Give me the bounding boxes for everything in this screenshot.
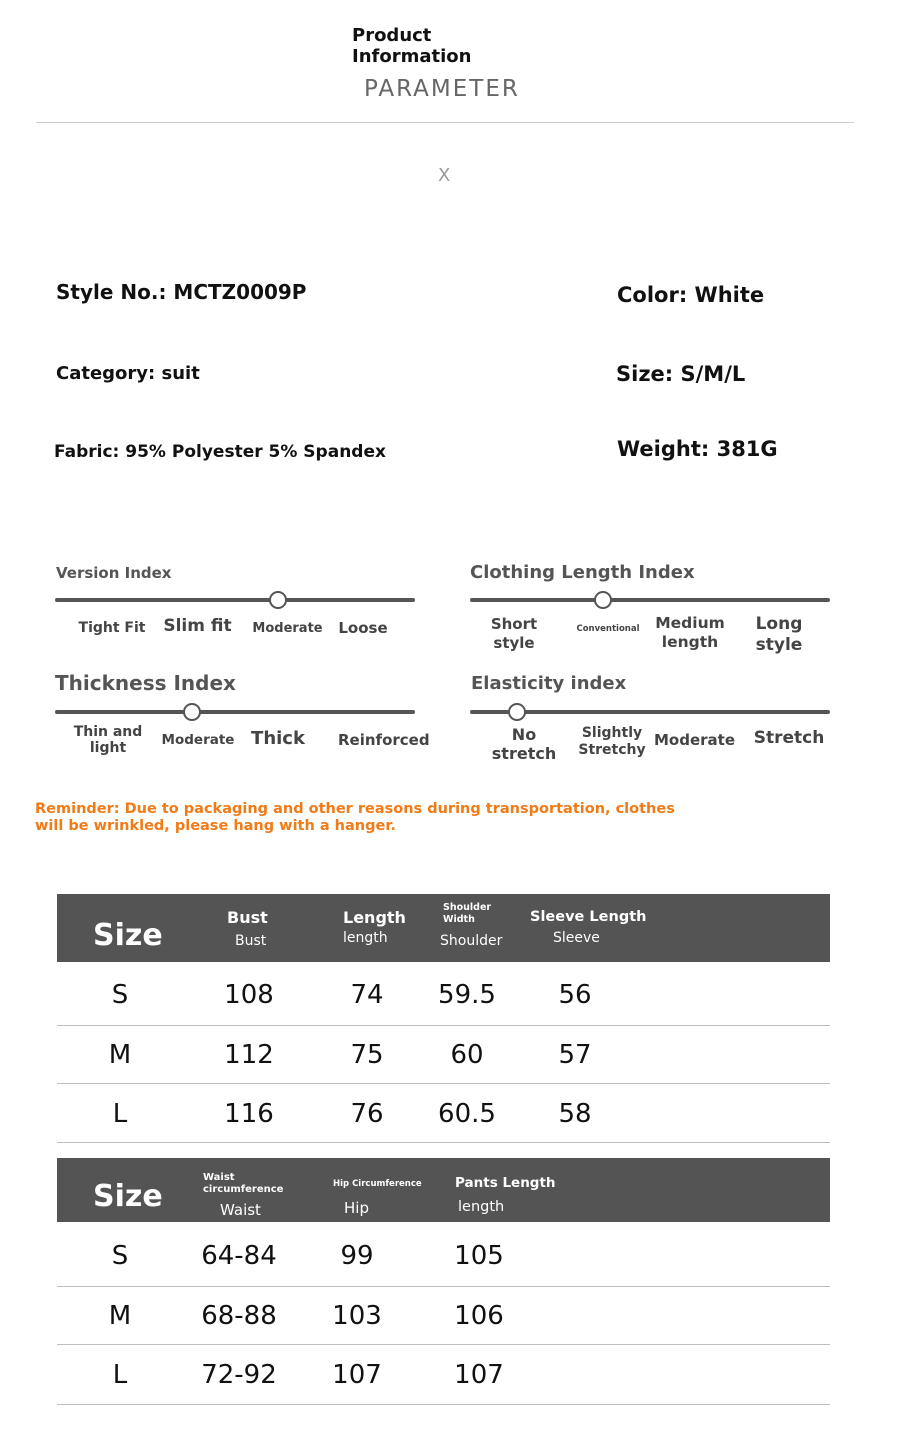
pants-length-cell: 105: [454, 1241, 504, 1271]
elasticity-option: Slightly Stretchy: [578, 725, 646, 758]
thickness-option: Moderate: [161, 732, 235, 748]
length-option: Conventional: [576, 624, 640, 634]
length-cell: 75: [350, 1040, 384, 1070]
waist-cell: 68-88: [201, 1301, 277, 1331]
thickness-index-knob: [183, 703, 201, 721]
waist-cell: 64-84: [201, 1241, 277, 1271]
length-subheader: length: [343, 930, 388, 946]
version-index-bar: [55, 598, 415, 602]
size-cell: S: [111, 980, 129, 1010]
thickness-index-title: Thickness Index: [55, 671, 236, 695]
product-information-title: Product Information: [352, 25, 472, 67]
bottom-table-header: [57, 1158, 830, 1222]
elasticity-option: Moderate: [654, 731, 736, 749]
size-cell: L: [112, 1099, 128, 1129]
size-cell: M: [108, 1301, 132, 1331]
shoulder-cell: 59.5: [438, 980, 496, 1010]
size-cell: S: [111, 1241, 129, 1271]
elasticity-option: No stretch: [491, 725, 557, 763]
waist-header: Waist circumference: [203, 1172, 284, 1195]
version-option: Moderate: [252, 621, 323, 636]
length-option: Long style: [755, 614, 803, 655]
close-icon[interactable]: X: [438, 165, 451, 186]
shoulder-header: Shoulder Width: [443, 902, 492, 925]
elasticity-index-title: Elasticity index: [471, 673, 627, 694]
clothing-length-index-knob: [594, 591, 612, 609]
top-table-header: [57, 894, 830, 962]
thickness-option: Thin and light: [73, 724, 143, 756]
length-cell: 74: [350, 980, 384, 1010]
length-header: Length: [343, 908, 406, 927]
size-cell: M: [108, 1040, 132, 1070]
hip-cell: 103: [332, 1301, 382, 1331]
table-row: [57, 1026, 830, 1084]
reminder-note: Reminder: Due to packaging and other reasons during transportation, clothes will be wrinkled, please hang with a hanger.: [35, 801, 675, 834]
shoulder-cell: 60: [450, 1040, 484, 1070]
pants-length-cell: 107: [454, 1360, 504, 1390]
parameter-subtitle: PARAMETER: [364, 76, 520, 102]
length-option: Short style: [490, 615, 538, 652]
elasticity-option: Stretch: [753, 728, 825, 748]
shoulder-subheader: Shoulder: [440, 933, 503, 949]
hip-cell: 107: [332, 1360, 382, 1390]
bust-cell: 116: [224, 1099, 274, 1129]
sleeve-subheader: Sleeve: [553, 930, 600, 946]
version-index-title: Version Index: [56, 564, 172, 582]
version-option: Slim fit: [163, 616, 232, 636]
bust-cell: 112: [224, 1040, 274, 1070]
bust-header: Bust: [227, 908, 268, 927]
fabric: Fabric: 95% Polyester 5% Spandex: [54, 442, 386, 462]
row-divider: [57, 1142, 830, 1143]
sleeve-header: Sleeve Length: [530, 909, 647, 925]
table-row: [57, 1084, 830, 1142]
category: Category: suit: [56, 363, 200, 384]
size-column-header: Size: [93, 918, 163, 953]
clothing-length-index-title: Clothing Length Index: [470, 562, 695, 583]
table-row: [57, 1287, 830, 1345]
table-row: [57, 1345, 830, 1404]
pants-length-cell: 106: [454, 1301, 504, 1331]
weight: Weight: 381G: [617, 437, 778, 461]
thickness-option: Reinforced: [338, 731, 430, 749]
pants-length-subheader: length: [458, 1199, 505, 1215]
table-row: [57, 962, 830, 1026]
length-cell: 76: [350, 1099, 384, 1129]
hip-header: Hip Circumference: [333, 1179, 422, 1189]
row-divider: [57, 1404, 830, 1405]
bust-cell: 108: [224, 980, 274, 1010]
sleeve-cell: 58: [558, 1099, 592, 1129]
thickness-index-bar: [55, 710, 415, 714]
waist-cell: 72-92: [201, 1360, 277, 1390]
hip-subheader: Hip: [344, 1199, 369, 1217]
size-column-header: Size: [93, 1179, 163, 1214]
version-option: Loose: [338, 619, 388, 637]
elasticity-index-knob: [508, 703, 526, 721]
clothing-length-index-bar: [470, 598, 830, 602]
version-index-knob: [269, 591, 287, 609]
sleeve-cell: 57: [558, 1040, 592, 1070]
table-row: [57, 1223, 830, 1286]
header-divider: [36, 122, 854, 123]
color: Color: White: [617, 283, 765, 307]
thickness-option: Thick: [251, 728, 305, 749]
waist-subheader: Waist: [220, 1201, 261, 1219]
sleeve-cell: 56: [558, 980, 592, 1010]
version-option: Tight Fit: [78, 620, 146, 636]
shoulder-cell: 60.5: [438, 1099, 496, 1129]
pants-length-header: Pants Length: [455, 1175, 556, 1191]
hip-cell: 99: [340, 1241, 374, 1271]
style-number: Style No.: MCTZ0009P: [56, 280, 307, 304]
size-range: Size: S/M/L: [616, 362, 746, 386]
bust-subheader: Bust: [235, 933, 267, 949]
length-option: Medium length: [655, 614, 725, 651]
size-cell: L: [112, 1360, 128, 1390]
